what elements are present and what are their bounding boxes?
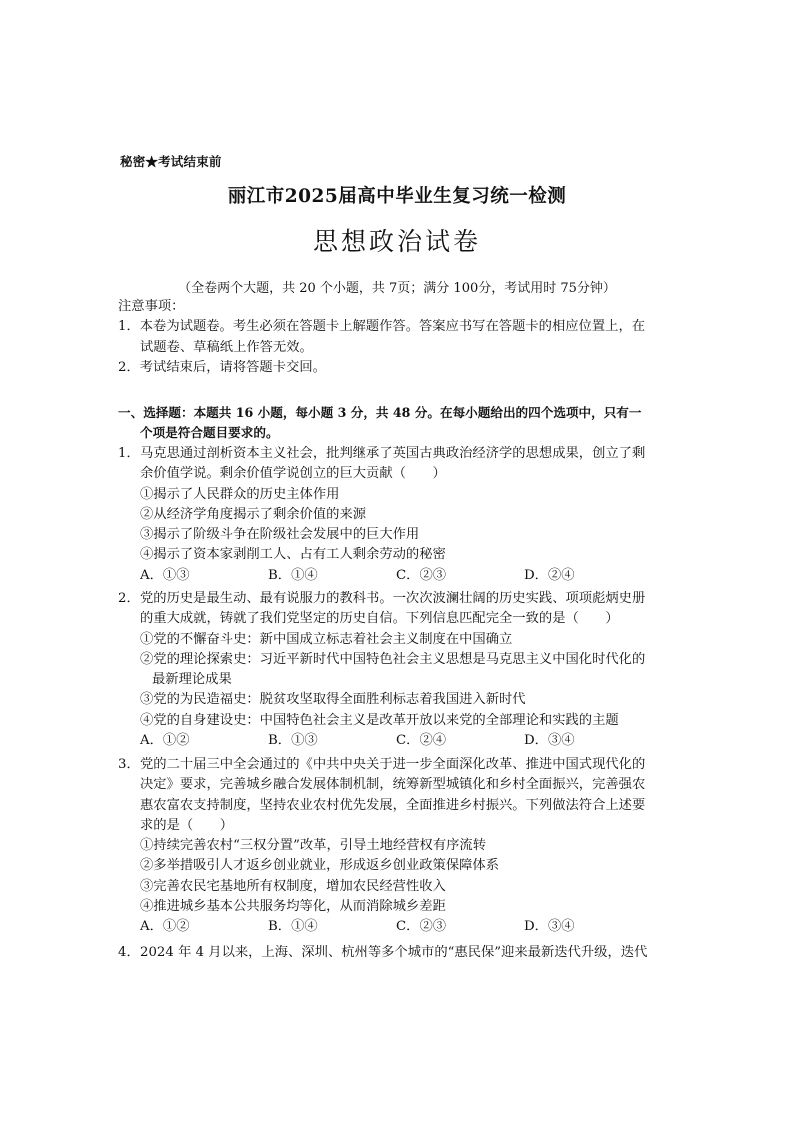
statement-1: ①持续完善农村“三权分置”改革，引导土地经营权有序流转 [140, 838, 487, 854]
question-1 [118, 444, 678, 586]
choice-a: A．①② [140, 733, 190, 749]
exam-info: （全卷两个大题，共 20 个小题，共 7页；满分 100分，考试用时 75分钟） [178, 281, 616, 296]
section-line-2: 个项是符合题目要求的。 [140, 425, 279, 441]
choice-b: B．①④ [268, 567, 318, 583]
statement-2: ②多举措吸引人才返乡创业就业，形成返乡创业政策保障体系 [140, 858, 500, 874]
choice-d: D．③④ [524, 733, 575, 749]
question-stem-cont: 求的是（ ） [140, 817, 234, 833]
question-3 [118, 755, 678, 938]
notice-item-1-cont: 试题卷、草稿纸上作答无效。 [140, 339, 313, 355]
question-stem: 马克思通过剖析资本主义社会，批判继承了英国古典政治经济学的思想成果，创立了剩 [140, 446, 646, 461]
notice-item-1: 1．本卷为试题卷。考生必须在答题卡上解题作答。答案应书写在答题卡的相应位置上，在 [118, 319, 646, 335]
subject-title: 思想政治试卷 [312, 227, 481, 256]
statement-3: ③完善农民宅基地所有权制度，增加农民经营性收入 [140, 878, 446, 894]
statement-2: ②从经济学角度揭示了剩余价值的来源 [140, 506, 367, 522]
section-header [118, 403, 678, 444]
choice-c: C．②③ [396, 567, 447, 583]
question-stem-cont: 决定》要求，完善城乡融合发展体制机制，统筹新型城镇化和乡村全面振兴，完善强农 [140, 777, 646, 793]
choices-row [118, 917, 678, 937]
question-stem-cont: 的重大成就，铸就了我们党坚定的历史自信。下列信息匹配完全一致的是（ ） [140, 611, 619, 627]
question-stem-cont: 惠农富农支持制度，坚持农业农村优先发展，全面推进乡村振兴。下列做法符合上述要 [140, 797, 646, 813]
question-number: 1． [118, 446, 140, 461]
choices-row [118, 566, 678, 586]
confidential-label: 秘密★考试结束前 [120, 154, 222, 169]
choice-b: B．①④ [268, 919, 318, 935]
notice-label: 注意事项： [118, 299, 185, 314]
statement-1: ①党的不懈奋斗史：新中国成立标志着社会主义制度在中国确立 [140, 631, 513, 647]
question-number: 4． [118, 945, 140, 960]
section-line-1: 一、选择题：本题共 16 小题，每小题 3 分，共 48 分。在每小题给出的四个选项中，只有一 [118, 405, 642, 420]
exam-title: 丽江市2025届高中毕业生复习统一检测 [227, 186, 567, 207]
choice-a: A．①② [140, 919, 190, 935]
question-stem-cont: 余价值学说。剩余价值学说创立的巨大贡献（ ） [140, 466, 446, 482]
statement-1: ①揭示了人民群众的历史主体作用 [140, 486, 340, 502]
notice-block [118, 297, 678, 378]
question-stem: 党的历史是最生动、最有说服力的教科书。一次次波澜壮阔的历史实践、项项彪炳史册 [140, 591, 646, 606]
question-number: 3． [118, 757, 140, 772]
choice-a: A．①③ [140, 567, 190, 583]
question-4 [118, 943, 678, 963]
statement-3: ③揭示了阶级斗争在阶级社会发展中的巨大作用 [140, 527, 420, 543]
statement-3: ③党的为民造福史：脱贫攻坚取得全面胜利标志着我国进入新时代 [140, 692, 526, 708]
statement-4: ④党的自身建设史：中国特色社会主义是改革开放以来党的全部理论和实践的主题 [140, 712, 619, 728]
statement-4: ④揭示了资本家剥削工人、占有工人剩余劳动的秘密 [140, 547, 446, 563]
question-stem: 2024 年 4 月以来，上海、深圳、杭州等多个城市的“惠民保”迎来最新迭代升级，迭代 [140, 945, 648, 960]
choice-d: D．②④ [524, 567, 575, 583]
statement-4: ④推进城乡基本公共服务均等化，从而消除城乡差距 [140, 899, 446, 915]
question-2 [118, 589, 678, 751]
statement-2-cont: 最新理论成果 [152, 672, 232, 688]
choice-c: C．②③ [396, 919, 447, 935]
choices-row [118, 731, 678, 751]
notice-item-2: 2．考试结束后，请将答题卡交回。 [118, 359, 326, 375]
question-stem: 党的二十届三中全会通过的《中共中央关于进一步全面深化改革、推进中国式现代化的 [140, 757, 646, 772]
choice-b: B．①③ [268, 733, 318, 749]
choice-c: C．②④ [396, 733, 447, 749]
question-number: 2． [118, 591, 140, 606]
choice-d: D．③④ [524, 919, 575, 935]
statement-2: ②党的理论探索史：习近平新时代中国特色社会主义思想是马克思主义中国化时代化的 [140, 651, 646, 667]
